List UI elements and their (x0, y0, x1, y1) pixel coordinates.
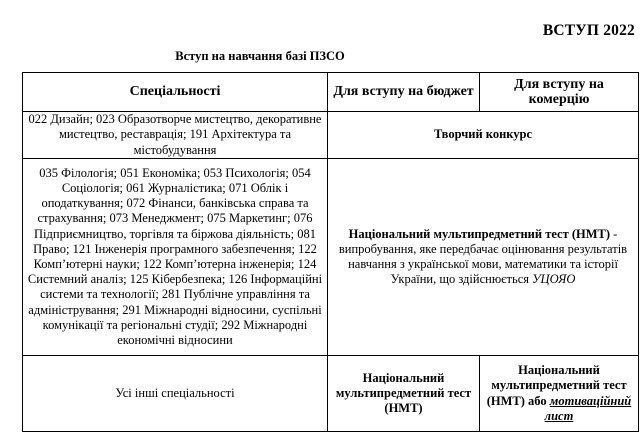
motivation-letter-link: мотиваційний лист (544, 393, 632, 423)
commerce-requirement-text: Національний мультипредметний тест (НМТ) або (486, 363, 627, 408)
table-row (23, 159, 639, 356)
admission-table (22, 72, 639, 432)
requirement-organization: УЦОЯО (532, 272, 576, 287)
commerce-requirement-cell (480, 356, 639, 432)
table-row (23, 356, 639, 432)
requirement-test-name: Національний мультипредметний тест (НМТ) (348, 226, 611, 241)
column-header-budget: Для вступу на бюджет (328, 73, 480, 112)
document-title: ВСТУП 2022 (542, 22, 635, 39)
specialties-cell: 035 Філологія; 051 Економіка; 053 Психологія; 054 Соціологія; 061 Журналістика; 071 Облік і оподаткування; 072 Фінанси, банківська справа та страхування; 073 Менеджмент; 075 Маркетинг; 076 Підприємництво, торгівля та біржова діяльність; 081 Право; 121 Інженерія програмного забезпечення; 122 Комп’ютерні науки; 122 Комп’ютерна інженерія; 124 Системний аналіз; 125 Кібербезпека; 126 Інформаційні системи та технології; 281 Публічне управління та адміністрування; 291 Міжнародні відносини, суспільні комунікації та регіональні студії; 292 Міжнародні економічні відносини (23, 159, 328, 356)
budget-requirement-cell: Національний мультипредметний тест (НМТ) (328, 356, 480, 432)
column-header-specialties: Спеціальності (23, 73, 328, 112)
table-row (23, 112, 639, 159)
document-subtitle: Вступ на навчання базі ПЗСО (175, 49, 345, 63)
specialties-cell: Усі інші спеціальності (23, 356, 328, 432)
table-header-row (23, 73, 639, 112)
requirement-cell (328, 159, 639, 356)
requirement-description: - випробування, яке передбачає оцінювання результатів навчання з української мови, математики та історії України, що здійснюється (338, 226, 628, 287)
requirement-cell: Творчий конкурс (328, 112, 639, 159)
column-header-commerce: Для вступу на комерцію (480, 73, 639, 112)
specialties-cell: 022 Дизайн; 023 Образотворче мистецтво, декоративне мистецтво, реставрація; 191 Архітектура та містобудування (23, 112, 328, 159)
